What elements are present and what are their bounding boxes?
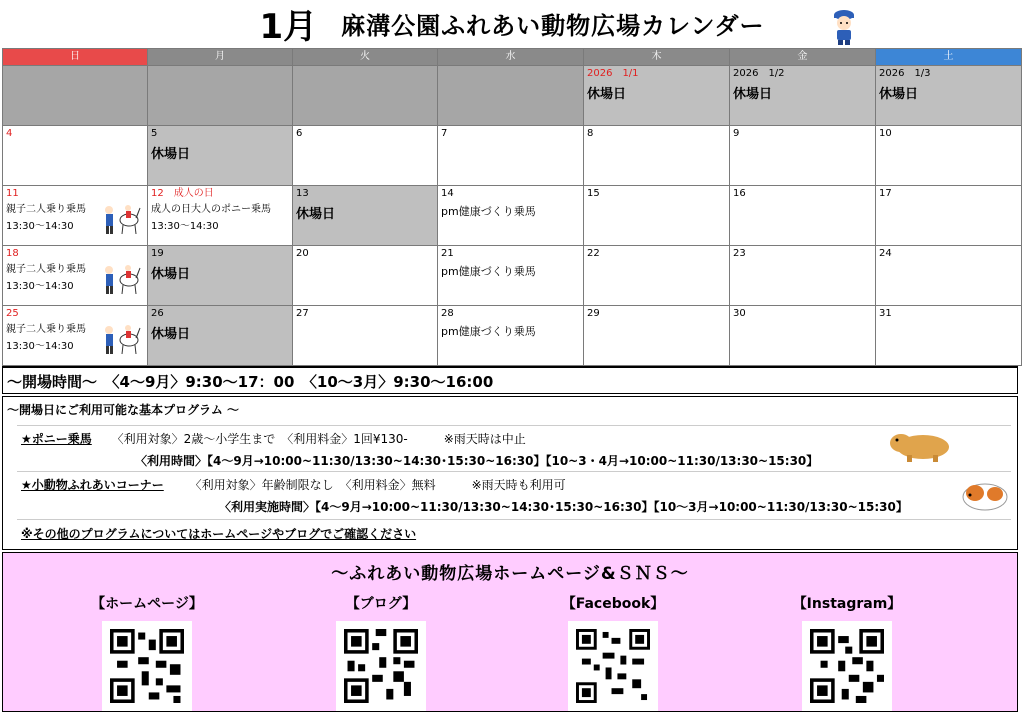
instagram-qr-block[interactable] <box>767 593 927 711</box>
title-month: 1月 <box>259 7 318 47</box>
divider <box>17 519 1011 520</box>
qr-code-icon <box>110 629 184 703</box>
day-cell-4 <box>3 126 148 186</box>
day-number: 29 <box>587 308 600 319</box>
day-cell-15 <box>584 186 730 246</box>
day-number: 6 <box>296 128 303 139</box>
event-time: 13:30〜14:30 <box>151 221 219 232</box>
qr-code-icon <box>810 629 884 703</box>
day-cell-23 <box>730 246 876 306</box>
day-cell-8 <box>584 126 730 186</box>
closed-label: 休場日 <box>296 207 336 222</box>
day-cell-empty <box>3 66 148 126</box>
facebook-qr-block[interactable] <box>533 593 693 711</box>
homepage-qr-block[interactable] <box>67 593 227 711</box>
day-cell-21 <box>438 246 584 306</box>
day-cell-14 <box>438 186 584 246</box>
programs-section <box>2 396 1018 550</box>
weekday-sun: 日 <box>3 49 148 66</box>
day-number: 19 <box>151 248 164 259</box>
day-cell-28 <box>438 306 584 366</box>
guinea-pig-icon <box>959 479 1011 513</box>
day-cell-3 <box>876 66 1022 126</box>
sns-section <box>2 552 1018 712</box>
pony-rider-icon <box>101 200 141 236</box>
day-cell-24 <box>876 246 1022 306</box>
day-cell-empty <box>293 66 438 126</box>
day-number: 31 <box>879 308 892 319</box>
divider <box>17 471 1011 472</box>
sns-title: 〜ふれあい動物広場ホームページ&ＳＮＳ〜 <box>331 564 689 584</box>
pony-times: 〈利用時間〉【4〜9月→10:00~11:30/13:30~14:30･15:30~16:30】【10~3・4月→10:00~11:30/13:30~15:30】 <box>135 454 819 468</box>
day-number: 15 <box>587 188 600 199</box>
day-cell-9 <box>730 126 876 186</box>
qr-code-icon <box>344 629 418 703</box>
day-number: 16 <box>733 188 746 199</box>
weekday-fri: 金 <box>730 49 876 66</box>
title-text: 麻溝公園ふれあい動物広場カレンダー <box>341 12 765 40</box>
weekday-sat: 土 <box>876 49 1022 66</box>
instagram-qr-code[interactable] <box>802 621 892 711</box>
closed-label: 休場日 <box>733 87 773 102</box>
closed-label: 休場日 <box>151 327 191 342</box>
day-cell-empty <box>148 66 293 126</box>
day-number: 22 <box>587 248 600 259</box>
calendar-grid <box>2 48 1022 366</box>
day-cell-25 <box>3 306 148 366</box>
opening-hours: 〜開場時間〜 〈4〜9月〉9:30〜17：00 〈10〜3月〉9:30〜16:00 <box>2 366 1018 394</box>
day-number: 21 <box>441 248 454 259</box>
pony-program-name: ★ポニー乗馬 <box>21 432 92 446</box>
day-number: 11 <box>6 188 19 199</box>
day-number: 13 <box>296 188 309 199</box>
day-cell-29 <box>584 306 730 366</box>
event-label: 親子二人乗り乗馬 <box>6 324 86 335</box>
day-cell-6 <box>293 126 438 186</box>
day-cell-5 <box>148 126 293 186</box>
day-cell-empty <box>438 66 584 126</box>
day-number: 2026 1/2 <box>733 68 785 79</box>
event-label: pm健康づくり乗馬 <box>441 205 536 218</box>
event-label: pm健康づくり乗馬 <box>441 325 536 338</box>
day-number: 10 <box>879 128 892 139</box>
homepage-qr-code[interactable] <box>102 621 192 711</box>
weekday-wed: 水 <box>438 49 584 66</box>
calendar-title <box>0 0 1024 47</box>
facebook-label: 【Facebook】 <box>561 596 665 612</box>
closed-label: 休場日 <box>879 87 919 102</box>
pony-info: 〈利用対象〉2歳〜小学生まで 〈利用料金〉1回¥130- ※雨天時は中止 <box>111 432 526 446</box>
day-cell-19 <box>148 246 293 306</box>
day-cell-16 <box>730 186 876 246</box>
closed-label: 休場日 <box>151 267 191 282</box>
day-number: 9 <box>733 128 740 139</box>
day-number: 12 成人の日 <box>151 188 214 199</box>
closed-label: 休場日 <box>151 147 191 162</box>
small-animal-program-name: ★小動物ふれあいコーナー <box>21 478 164 492</box>
day-number: 8 <box>587 128 594 139</box>
day-cell-22 <box>584 246 730 306</box>
programs-note: ※その他のプログラムについてはホームページやブログでご確認ください <box>21 527 417 541</box>
day-cell-26 <box>148 306 293 366</box>
day-cell-13 <box>293 186 438 246</box>
weekday-mon: 月 <box>148 49 293 66</box>
instagram-label: 【Instagram】 <box>792 596 902 612</box>
day-number: 7 <box>441 128 448 139</box>
day-number: 30 <box>733 308 746 319</box>
pony-rider-icon <box>101 320 141 356</box>
day-number: 2026 1/3 <box>879 68 931 79</box>
day-number: 2026 1/1 <box>587 68 639 79</box>
qr-code-icon <box>576 629 650 703</box>
day-number: 24 <box>879 248 892 259</box>
blog-label: 【ブログ】 <box>345 596 417 612</box>
day-number: 20 <box>296 248 309 259</box>
day-cell-2 <box>730 66 876 126</box>
weekday-thu: 木 <box>584 49 730 66</box>
divider <box>17 425 1011 426</box>
event-label: 親子二人乗り乗馬 <box>6 264 86 275</box>
programs-heading: 〜開場日にご利用可能な基本プログラム 〜 <box>7 403 240 417</box>
day-number: 17 <box>879 188 892 199</box>
blog-qr-block[interactable] <box>301 593 461 711</box>
day-number: 23 <box>733 248 746 259</box>
day-number: 5 <box>151 128 158 139</box>
small-animal-info: 〈利用対象〉年齢制限なし 〈利用料金〉無料 ※雨天時も利用可 <box>189 478 566 492</box>
day-number: 27 <box>296 308 309 319</box>
staff-mascot-icon <box>828 8 860 46</box>
day-cell-30 <box>730 306 876 366</box>
day-cell-7 <box>438 126 584 186</box>
event-label: 成人の日大人のポニー乗馬 <box>151 204 271 215</box>
day-number: 28 <box>441 308 454 319</box>
day-number: 26 <box>151 308 164 319</box>
day-number: 14 <box>441 188 454 199</box>
day-number: 18 <box>6 248 19 259</box>
day-number: 25 <box>6 308 19 319</box>
pony-row-1 <box>21 430 526 447</box>
event-time: 13:30〜14:30 <box>6 221 74 232</box>
day-cell-17 <box>876 186 1022 246</box>
capybara-icon <box>887 425 953 465</box>
event-time: 13:30〜14:30 <box>6 341 74 352</box>
closed-label: 休場日 <box>587 87 627 102</box>
blog-qr-code[interactable] <box>336 621 426 711</box>
day-cell-11 <box>3 186 148 246</box>
day-cell-1 <box>584 66 730 126</box>
pony-rider-icon <box>101 260 141 296</box>
day-cell-12 <box>148 186 293 246</box>
event-label: pm健康づくり乗馬 <box>441 265 536 278</box>
weekday-tue: 火 <box>293 49 438 66</box>
day-cell-10 <box>876 126 1022 186</box>
small-animal-row-1 <box>21 476 566 493</box>
day-cell-31 <box>876 306 1022 366</box>
homepage-label: 【ホームページ】 <box>91 596 203 612</box>
small-animal-times: 〈利用実施時間〉【4〜9月→10:00~11:30/13:30~14:30･15:30~16:30】【10〜3月→10:00~11:30/13:30~15:30】 <box>219 500 908 514</box>
event-label: 親子二人乗り乗馬 <box>6 204 86 215</box>
event-time: 13:30〜14:30 <box>6 281 74 292</box>
day-cell-27 <box>293 306 438 366</box>
day-number: 4 <box>6 128 13 139</box>
day-cell-18 <box>3 246 148 306</box>
day-cell-20 <box>293 246 438 306</box>
facebook-qr-code[interactable] <box>568 621 658 711</box>
